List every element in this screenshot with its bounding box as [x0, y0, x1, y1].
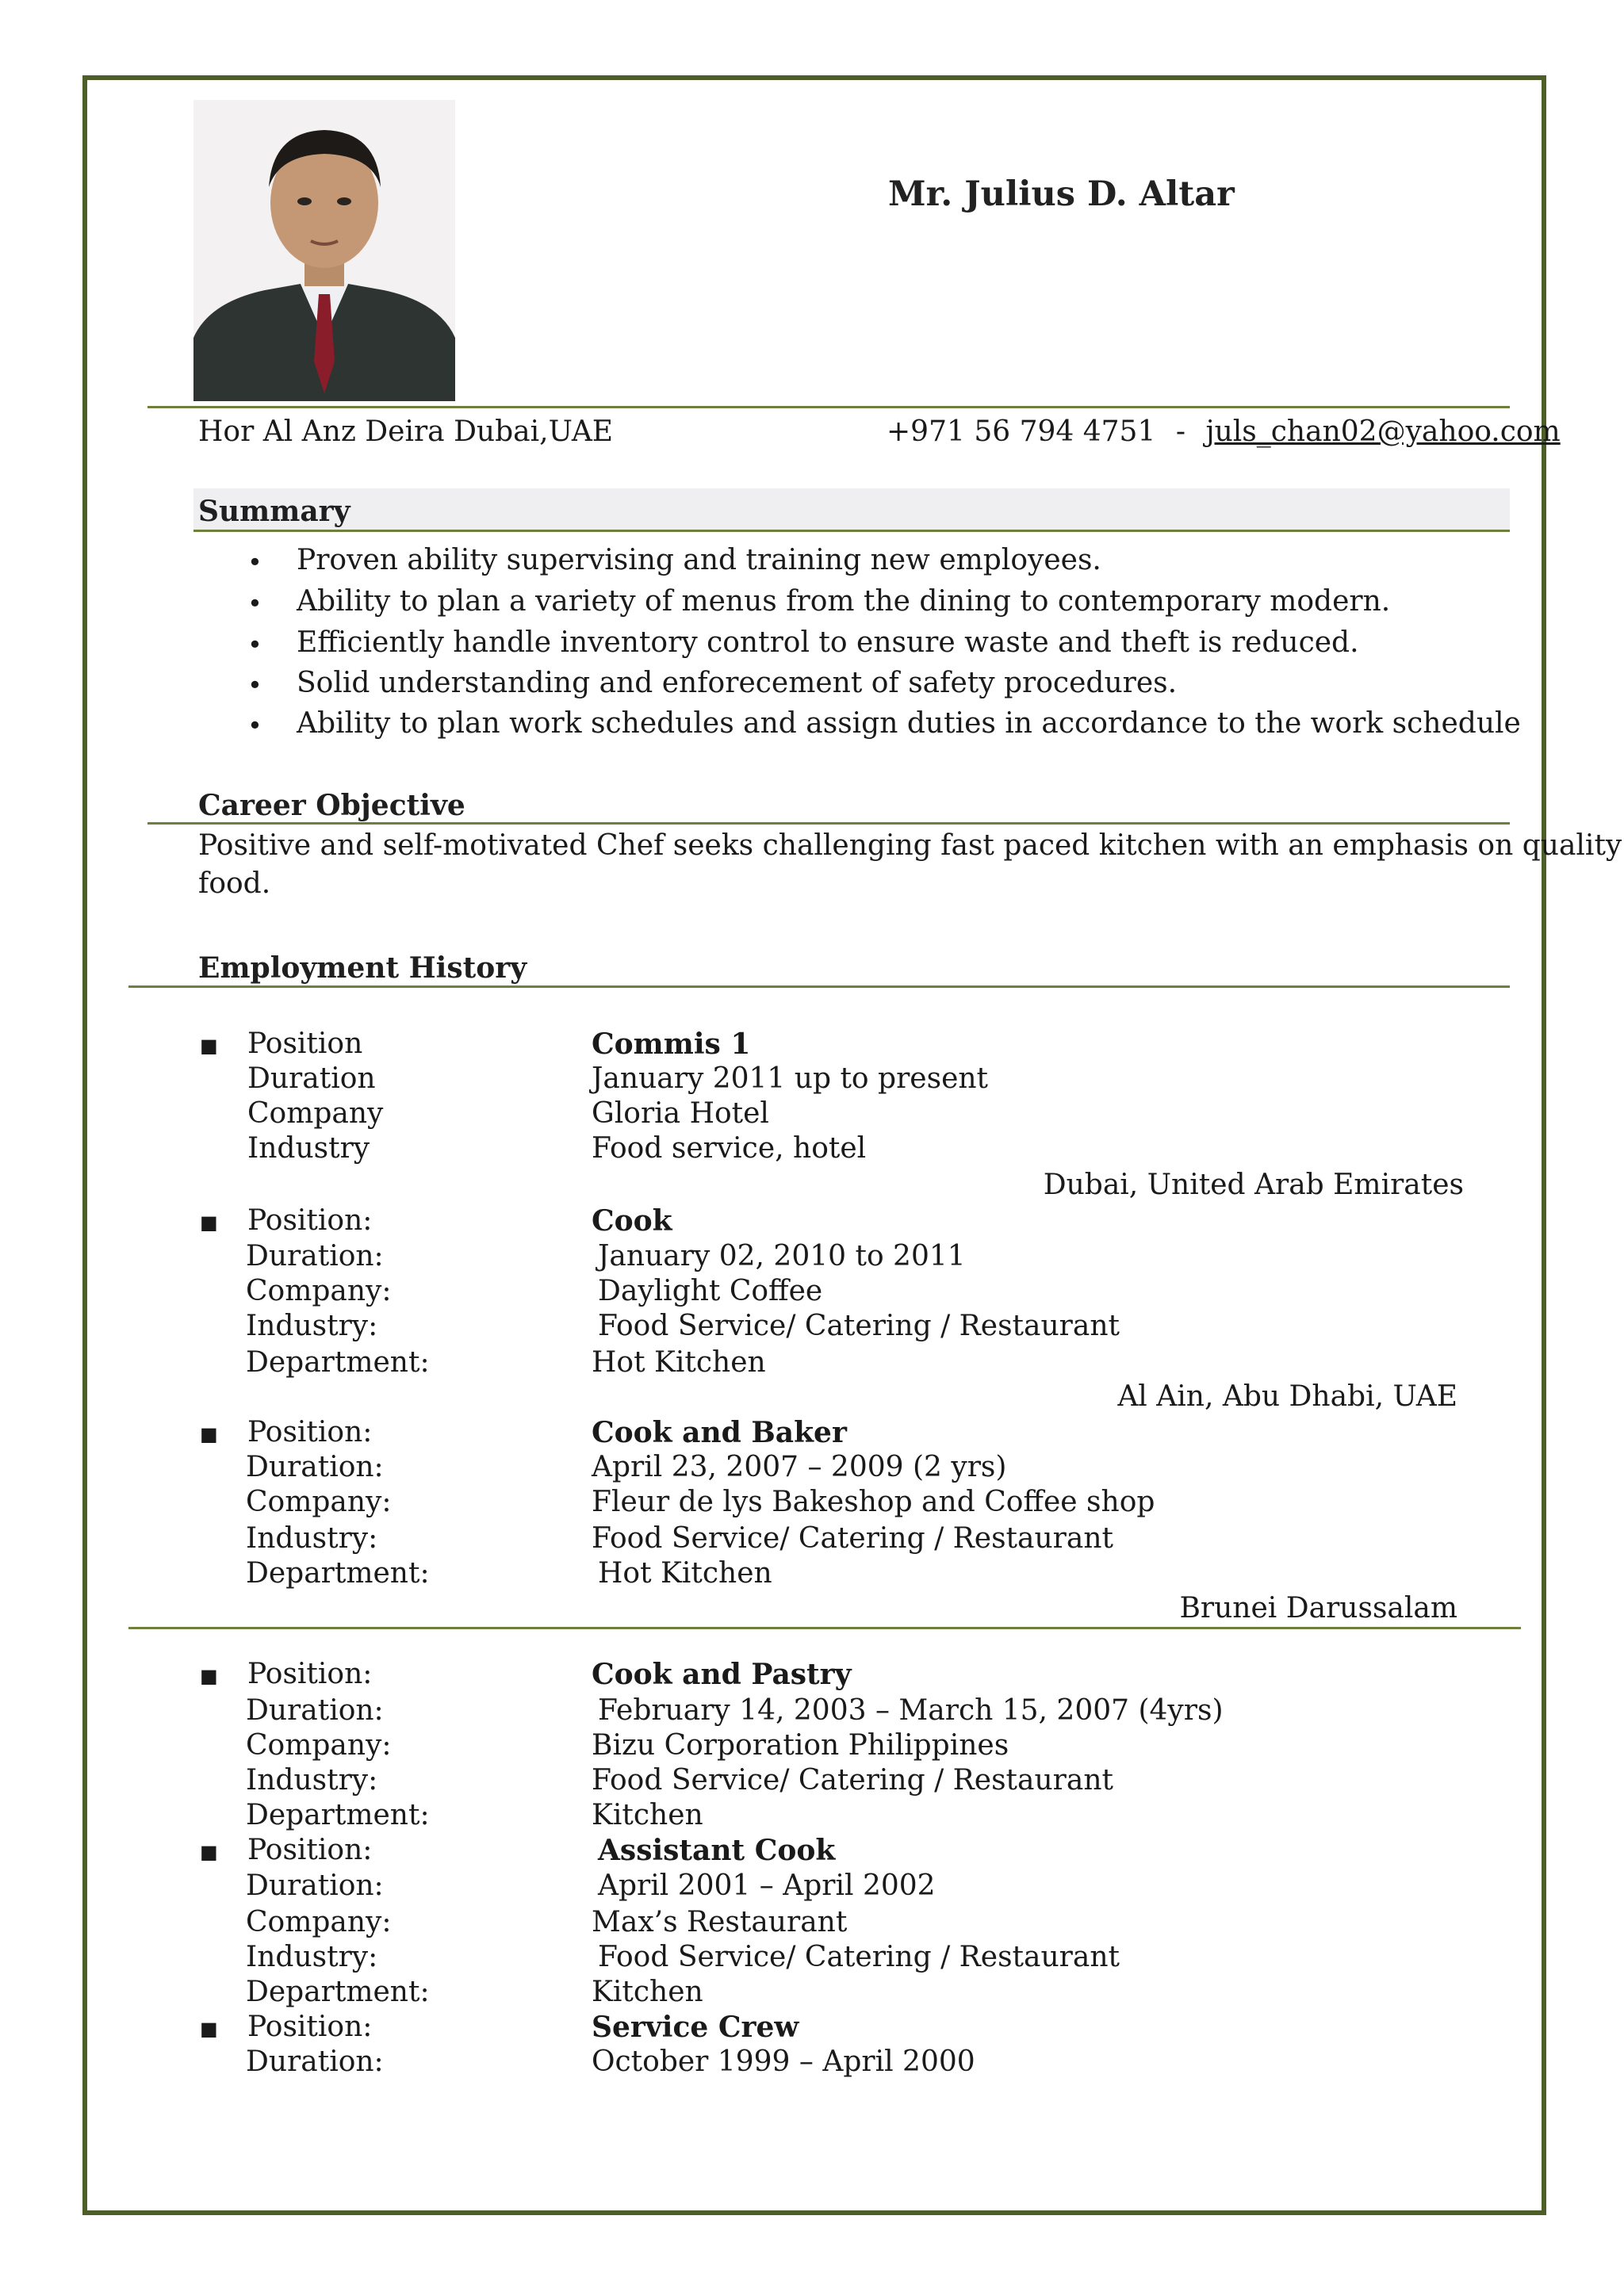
position-label: Position:	[247, 1204, 373, 1237]
list-item: Solid understanding and enforecement of safety procedures.	[297, 667, 1178, 699]
duration-label: Duration:	[246, 1869, 384, 1902]
company-value: Fleur de lys Bakeshop and Coffee shop	[592, 1486, 1155, 1518]
company-value: Bizu Corporation Philippines	[592, 1729, 1009, 1762]
department-value: Hot Kitchen	[592, 1346, 766, 1379]
separator: -	[1175, 415, 1185, 448]
header-divider	[147, 406, 1510, 408]
company-label: Company	[247, 1097, 384, 1130]
position-label: Position:	[247, 1658, 373, 1690]
industry-label: Industry:	[246, 1310, 378, 1342]
square-bullet-icon: ■	[200, 1035, 218, 1057]
square-bullet-icon: ■	[200, 1665, 218, 1687]
phone: +971 56 794 4751	[887, 415, 1156, 448]
duration-label: Duration:	[246, 1240, 384, 1272]
company-label: Company:	[246, 1275, 392, 1307]
profile-photo	[193, 100, 455, 401]
position-label: Position:	[247, 2011, 373, 2043]
contact-line	[887, 415, 1561, 448]
company-label: Company:	[246, 1906, 392, 1938]
position-label: Position	[247, 1027, 363, 1060]
summary-title: Summary	[198, 495, 350, 528]
square-bullet-icon: ■	[200, 1211, 218, 1234]
duration-label: Duration:	[246, 2045, 384, 2078]
list-item: Ability to plan work schedules and assign duties in accordance to the work schedule	[297, 707, 1521, 740]
square-bullet-icon: ■	[200, 2018, 218, 2040]
duration-label: Duration:	[246, 1451, 384, 1483]
position-value: Service Crew	[592, 2011, 799, 2044]
position-value: Commis 1	[592, 1027, 751, 1061]
position-label: Position:	[247, 1834, 373, 1866]
bullet-icon: •	[247, 588, 262, 618]
position-label: Position:	[247, 1416, 373, 1448]
career-divider	[147, 822, 1510, 825]
list-item: Proven ability supervising and training new employees.	[297, 544, 1101, 576]
duration-value: January 02, 2010 to 2011	[598, 1240, 966, 1272]
company-label: Company:	[246, 1486, 392, 1518]
list-item: Ability to plan a variety of menus from the dining to contemporary modern.	[297, 585, 1391, 618]
career-objective-line-2: food.	[198, 867, 271, 900]
company-label: Company:	[246, 1729, 392, 1762]
email-link[interactable]: juls_chan02@yahoo.com	[1205, 415, 1561, 448]
square-bullet-icon: ■	[200, 1423, 218, 1445]
summary-divider	[193, 530, 1510, 532]
position-value: Cook and Baker	[592, 1416, 847, 1449]
square-bullet-icon: ■	[200, 1841, 218, 1863]
position-value: Assistant Cook	[598, 1834, 836, 1867]
address: Hor Al Anz Deira Dubai,UAE	[198, 415, 614, 448]
department-label: Department:	[246, 1557, 430, 1590]
bullet-icon: •	[247, 547, 262, 577]
industry-label: Industry	[247, 1132, 370, 1165]
duration-value: April 23, 2007 – 2009 (2 yrs)	[592, 1451, 1007, 1483]
industry-value: Food Service/ Catering / Restaurant	[592, 1522, 1113, 1555]
company-value: Max’s Restaurant	[592, 1906, 848, 1938]
employment-page-divider	[128, 1627, 1521, 1629]
department-value: Hot Kitchen	[598, 1557, 772, 1590]
duration-label: Duration	[247, 1062, 376, 1095]
bullet-icon: •	[247, 629, 262, 660]
location: Brunei Darussalam	[1179, 1592, 1457, 1624]
list-item: Efficiently handle inventory control to ensure waste and theft is reduced.	[297, 626, 1359, 659]
employment-history-title: Employment History	[198, 951, 527, 985]
location: Dubai, United Arab Emirates	[1043, 1169, 1464, 1201]
department-label: Department:	[246, 1799, 430, 1831]
duration-value: February 14, 2003 – March 15, 2007 (4yrs)	[598, 1694, 1224, 1727]
employment-divider	[128, 985, 1510, 988]
industry-value: Food Service/ Catering / Restaurant	[598, 1941, 1120, 1973]
bullet-icon: •	[247, 710, 262, 740]
department-value: Kitchen	[592, 1976, 703, 2008]
department-label: Department:	[246, 1976, 430, 2008]
career-objective-line-1: Positive and self-motivated Chef seeks challenging fast paced kitchen with an emphasis on quality	[198, 829, 1622, 862]
industry-label: Industry:	[246, 1941, 378, 1973]
industry-label: Industry:	[246, 1764, 378, 1797]
department-label: Department:	[246, 1346, 430, 1379]
duration-label: Duration:	[246, 1694, 384, 1727]
position-value: Cook and Pastry	[592, 1658, 852, 1691]
industry-value: Food service, hotel	[592, 1132, 867, 1165]
industry-value: Food Service/ Catering / Restaurant	[592, 1764, 1113, 1797]
duration-value: April 2001 – April 2002	[598, 1869, 936, 1902]
profile-photo-image	[193, 100, 455, 401]
company-value: Gloria Hotel	[592, 1097, 769, 1130]
location: Al Ain, Abu Dhabi, UAE	[1117, 1380, 1457, 1413]
bullet-icon: •	[247, 670, 262, 700]
candidate-name: Mr. Julius D. Altar	[888, 174, 1235, 214]
position-value: Cook	[592, 1204, 672, 1238]
career-objective-title: Career Objective	[198, 789, 465, 822]
summary-header-band	[193, 488, 1510, 530]
duration-value: January 2011 up to present	[592, 1062, 989, 1095]
department-value: Kitchen	[592, 1799, 703, 1831]
industry-value: Food Service/ Catering / Restaurant	[598, 1310, 1120, 1342]
duration-value: October 1999 – April 2000	[592, 2045, 975, 2078]
company-value: Daylight Coffee	[598, 1275, 823, 1307]
industry-label: Industry:	[246, 1522, 378, 1555]
